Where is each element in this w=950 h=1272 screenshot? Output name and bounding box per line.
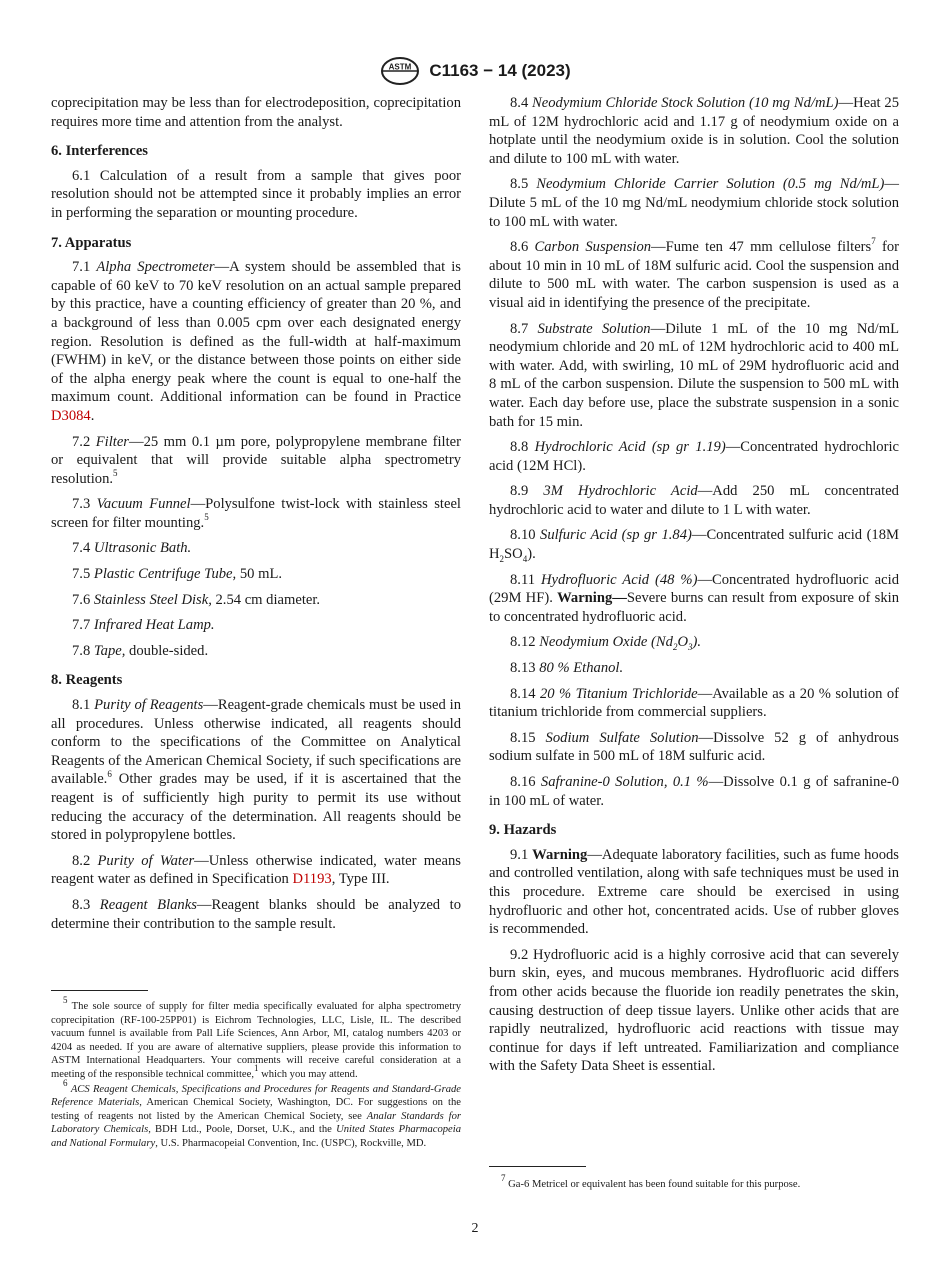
link-d3084[interactable]: D3084 [51,407,91,424]
paragraph-7-4: 7.4 Ultrasonic Bath. [72,540,192,557]
intro-paragraph: coprecipitation may be less than for electrodeposition, coprecipitation requires more time and attention from the analyst. [51,95,461,130]
paragraph-7-3: 7.3 Vacuum Funnel—Polysulfone twist-lock with stainless steel screen for filter mounting.$^5$ [51,496,461,531]
paragraph-7-7: 7.7 Infrared Heat Lamp. [72,617,215,634]
paragraph-8-15: 8.15 Sodium Sulfate Solution—Dissolve 52 g of anhydrous sodium sulfate in 500 mL of 18M sulfuric acid. [489,729,899,765]
paragraph-8-6: 8.6 Carbon Suspension—Fume ten 47 mm cellulose filters$^7$ for about 10 min in 10 mL of 18M sulfuric acid. Cool the suspension and dilute to 500 mL with water. The carbon suspension is used as a visual aid in identifying the presence of the precipitate. [489,236,899,311]
section-6-heading: 6. Interferences [51,143,148,160]
footnote-6: $^6$ ACS Reagent Chemicals, Specifications and Procedures for Reagents and Standard-Grade Reference Materials, American Chemical Society, Washington, DC. For suggestions on the testing of reagents not listed by the American Chemical Society, see Analar Standards for Laboratory Chemicals, BDH Ltd., Poole, Dorset, U.K., and the United States Pharmacopeia and National Formulary, U.S. Pharmacopeial Convention, Inc. (USPC), Rockville, MD. [51,1078,462,1149]
footnotes-left [51,995,462,1152]
paragraph-8-5: 8.5 Neodymium Chloride Carrier Solution (0.5 mg Nd/mL)—Dilute 5 mL of the 10 mg Nd/mL neodymium chloride stock solution to 100 mL with water. [489,176,899,230]
left-column [51,94,461,940]
paragraph-7-8: 7.8 Tape, double-sided. [72,642,209,659]
paragraph-7-5: 7.5 Plastic Centrifuge Tube, 50 mL. [72,566,283,583]
right-column [489,94,899,1083]
footnote-5: $^5$ The sole source of supply for filter media specifically evaluated for alpha spectrometry coprecipitation (RF-100-25PP01) is Eichrom Technologies, LLC, Lisle, IL. The described vacuum funnel is available from Pall Life Sciences, Ann Arbor, MI, catalog numbers 4203 or 4204 as needed. If you are aware of alternative suppliers, please provide this information to ASTM International Headquarters. Your comments will receive careful consideration at a meeting of the responsible technical committee,$^1$ which you may attend. [51,995,461,1080]
paragraph-8-9: 8.9 3M Hydrochloric Acid—Add 250 mL concentrated hydrochloric acid to water and dilute to 1 L with water. [489,483,899,518]
footnotes-right [489,1173,899,1193]
link-d1193[interactable]: D1193 [292,871,332,888]
paragraph-9-2: 9.2 Hydrofluoric acid is a highly corrosive acid that can severely burn skin, eyes, and mucous membranes. Hydrofluoric acid differs from other acids because the fluoride ion readily penetrates the skin, causing destruction of deep tissue layers. Unlike other acids that are rapidly neutralized, hydrofluoric acid reactions with tissue may continue for days if left untreated. Familiarization and compliance with the Safety Data Sheet is essential. [489,946,899,1075]
section-9-heading: 9. Hazards [489,822,557,839]
paragraph-8-3: 8.3 Reagent Blanks—Reagent blanks should be analyzed to determine their contribution to the sample result. [51,896,461,932]
paragraph-8-1: 8.1 Purity of Reagents—Reagent-grade chemicals must be used in all procedures. Unless otherwise indicated, all reagents should conform to the specifications of the Committee on Analytical Reagents of the American Chemical Society, if such specifications are available.$^6$ Other grades may be used, if it is ascertained that the reagent is of sufficiently high purity to permit its use without reducing the accuracy of the determination. All reagents should be stored in polypropylene bottles. [51,697,461,844]
paragraph-8-4: 8.4 Neodymium Chloride Stock Solution (10 mg Nd/mL)—Heat 25 mL of 12M hydrochloric acid and 1.17 g of neodymium oxide on a hotplate until the neodymium oxide is in solution. Cool the solution and dilute to 100 mL with water. [489,95,899,167]
paragraph-7-1: 7.1 Alpha Spectrometer—A system should be assembled that is capable of 60 keV to 70 keV resolution on an actual sample prepared by this practice, have a counting efficiency of greater than 20 %, and a background of less than 0.005 cpm over each designated energy region. Resolution is defined as the full-width at half-maximum (FWHM) in keV, or the distance between those points on either side of the alpha energy peak where the count is equal to one-half the maximum count. Additional information can be found in Practice D3084. [51,259,461,424]
paragraph-8-12: 8.12 Neodymium Oxide $(Nd_2O_3)$. [510,634,702,653]
paragraph-8-8: 8.8 Hydrochloric Acid (sp gr 1.19)—Concentrated hydrochloric acid (12M HCl). [489,439,899,474]
section-7-heading: 7. Apparatus [51,234,132,251]
paragraph-8-7: 8.7 Substrate Solution—Dilute 1 mL of the 10 mg Nd/mL neodymium chloride and 20 mL of 12M hydrochloric acid to 400 mL with water. Add, with swirling, 10 mL of 29M hydrofluoric acid and 8 mL of the carbon suspension. Dilute the suspension to 500 mL with water. Each day before use, place the substrate suspension in a sonic bath for 15 min. [489,320,899,430]
paragraph-8-11: 8.11 Hydrofluoric Acid (48 %)—Concentrated hydrofluoric acid (29M HF). Warning—Severe burns can result from exposure of skin to concentrated hydrofluoric acid. [489,571,899,625]
paragraph-8-16: 8.16 Safranine-0 Solution, 0.1 %—Dissolve 0.1 g of safranine-0 in 100 mL of water. [489,774,899,809]
paragraph-8-10: 8.10 Sulfuric Acid (sp gr 1.84)—Concentrated sulfuric acid (18M $H_2SO_4$). [489,527,900,564]
paragraph-8-2: 8.2 Purity of Water—Unless otherwise indicated, water means reagent water as defined in Specification D1193, Type III. [51,852,461,888]
footnote-divider-right [489,1166,586,1167]
paragraph-7-6: 7.6 Stainless Steel Disk, 2.54 cm diameter. [72,591,321,608]
footnote-7: $^7$ Ga-6 Metricel or equivalent has been found suitable for this purpose. [501,1173,801,1190]
paragraph-8-13: 8.13 80 % Ethanol. [510,660,624,677]
paragraph-9-1: 9.1 Warning—Adequate laboratory facilities, such as fume hoods and controlled ventilation, along with safe techniques must be used in this procedure. Extreme care should be exercised in using hydrofluoric and other hot, concentrated acids. Use of rubber gloves is recommended. [489,846,899,938]
paragraph-8-14: 8.14 20 % Titanium Trichloride—Available as a 20 % solution of titanium trichloride from commercial suppliers. [489,685,899,721]
page-number: 2 [471,1221,479,1236]
page-header [0,56,950,86]
svg-text:ASTM: ASTM [389,62,412,72]
standard-designation: C1163 − 14 (2023) [429,61,571,80]
astm-logo-icon [379,56,421,86]
paragraph-7-2: 7.2 Filter—25 mm 0.1 µm pore, polypropylene membrane filter or equivalent that will provide suitable alpha spectrometry resolution.$^5$ [51,433,461,487]
paragraph-6-1: 6.1 Calculation of a result from a sample that gives poor resolution should not be attempted since it probably implies an error in performing the separation or mounting procedure. [51,167,461,221]
footnote-divider-left [51,990,148,991]
section-8-heading: 8. Reagents [51,672,123,689]
